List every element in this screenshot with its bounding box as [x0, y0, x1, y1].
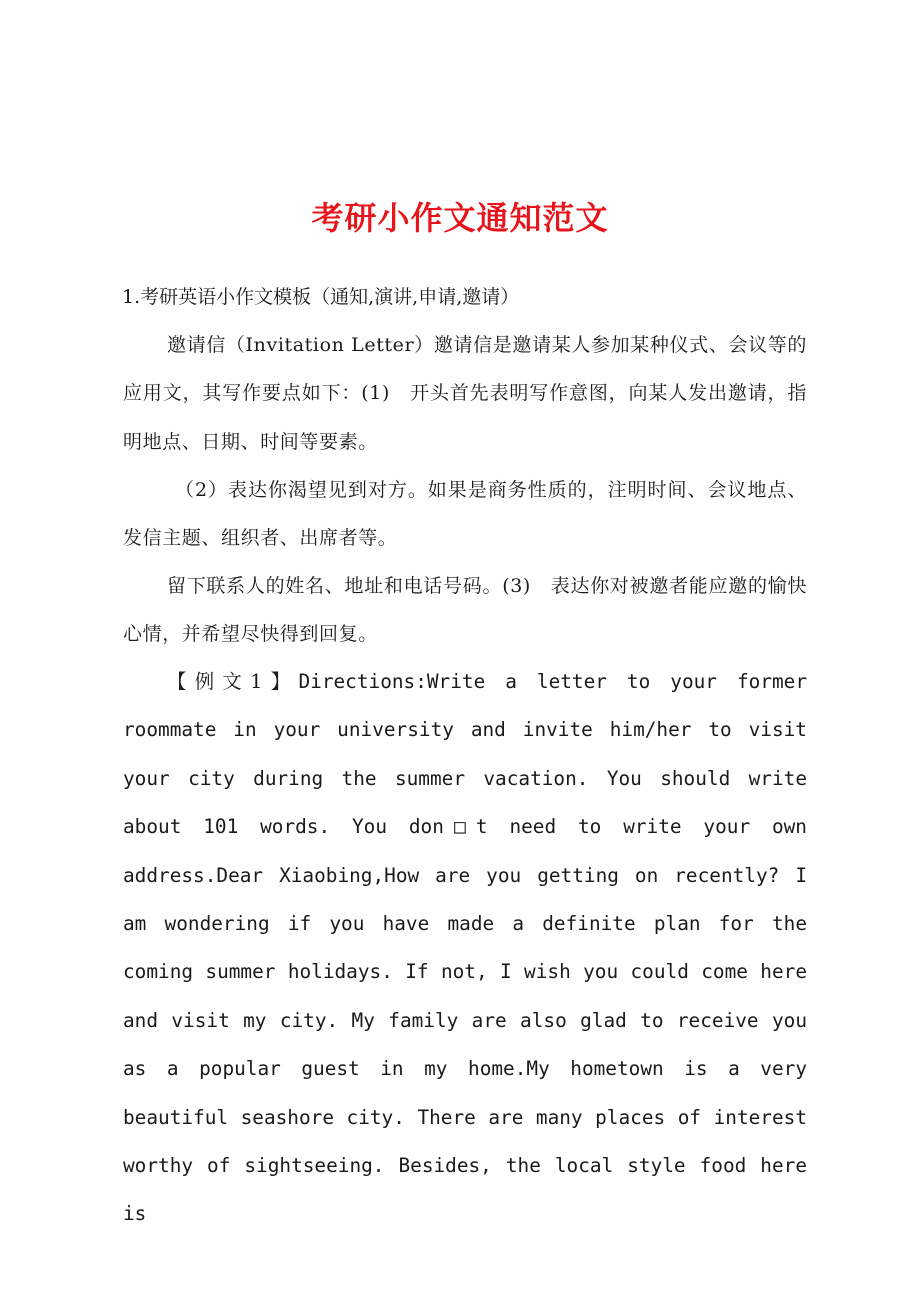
- example-letter: [123, 658, 807, 1239]
- paragraph-point-2-text: （2）表达你渴望见到对方。如果是商务性质的，注明时间、会议地点、发信主题、组织者、出席者等。: [123, 479, 807, 550]
- example-label: 【例文1】: [167, 670, 299, 693]
- paragraph-invitation-intro: 邀请信（Invitation Letter）邀请信是邀请某人参加某种仪式、会议等的应用文，其写作要点如下：(1) 开头首先表明写作意图，向某人发出邀请，指明地点、日期、时间等要素。: [123, 334, 807, 453]
- example-text: Directions:Write a letter to your former roommate in your university and invite him/her to visit your city during the summer vacation. You should write about 101 words. You don□t need to write your own address.Dear Xiaobing,How are you getting on recently? I am wondering if you have made a definite plan for the coming summer holidays. If not, I wish you could come here and visit my city. My family are also glad to receive you as a popular guest in my home.My hometown is a very beautiful seashore city. There are many places of interest worthy of sightseeing. Besides, the local style food here is: [123, 670, 807, 1226]
- paragraph-point-2: [123, 466, 807, 563]
- section-heading: 1.考研英语小作文模板（通知,演讲,申请,邀请）: [122, 286, 520, 308]
- paragraph-point-3: 留下联系人的姓名、地址和电话号码。(3) 表达你对被邀者能应邀的愉快心情，并希望尽快得到回复。: [123, 575, 807, 646]
- document-title: 考研小作文通知范文: [311, 199, 609, 237]
